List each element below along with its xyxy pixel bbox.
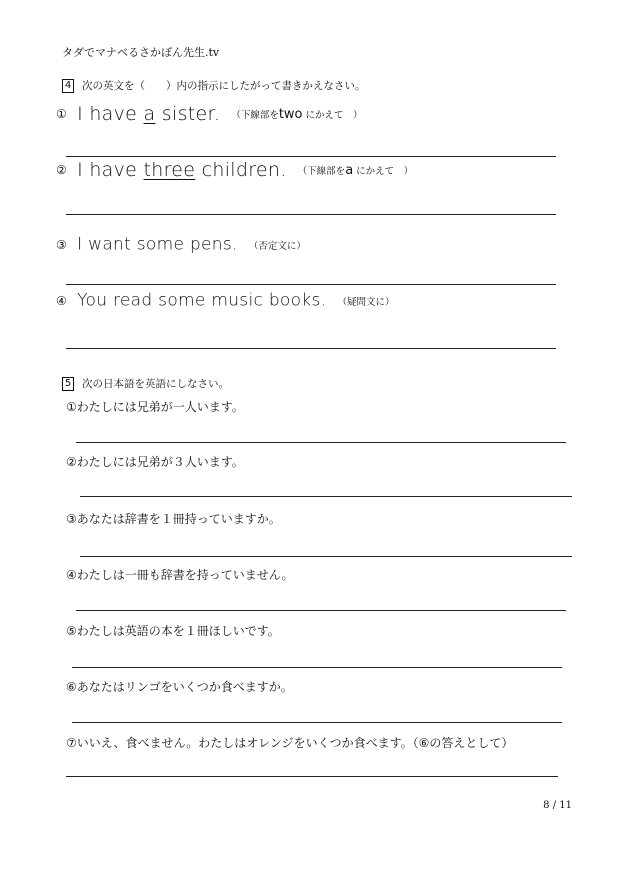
site-title: タダでマナベるさかぼん先生.tv xyxy=(62,46,220,59)
q4-item-4 xyxy=(56,290,394,311)
answer-line-4-4[interactable] xyxy=(66,348,556,349)
q4-item-2-pre: I have xyxy=(77,159,144,181)
answer-line-5-4[interactable] xyxy=(76,610,566,611)
answer-line-4-2[interactable] xyxy=(66,214,556,215)
q4-item-1-number: ① xyxy=(56,107,67,121)
q5-item-1: ①わたしには兄弟が一人います。 xyxy=(66,400,244,414)
q4-item-2-sentence xyxy=(77,159,286,181)
q4-item-1-note xyxy=(231,106,363,122)
page-number: 8 / 11 xyxy=(543,800,572,811)
q4-item-2-note xyxy=(297,162,414,178)
section-4-instruction: 次の英文を（ ）内の指示にしたがって書きかえなさい。 xyxy=(82,80,366,92)
q5-item-6: ⑥あなたはリンゴをいくつか食べますか。 xyxy=(66,680,293,694)
q4-item-4-number: ④ xyxy=(56,293,67,308)
q4-item-1-note-open: （下線部を xyxy=(231,109,279,121)
q5-item-3: ③あなたは辞書を１冊持っていますか。 xyxy=(66,512,281,526)
q4-item-2-note-word: a xyxy=(345,162,354,178)
answer-line-5-1[interactable] xyxy=(76,442,566,443)
q4-item-2 xyxy=(56,159,413,181)
q4-item-1-underlined: a xyxy=(143,103,156,125)
answer-line-5-2[interactable] xyxy=(80,496,572,497)
q4-item-2-underlined: three xyxy=(143,159,196,181)
section-5-heading xyxy=(62,376,229,391)
q4-item-3-number: ③ xyxy=(56,237,67,252)
q4-item-2-note-close: にかえて ） xyxy=(353,165,414,177)
q4-item-2-note-open: （下線部を xyxy=(297,165,346,177)
q4-item-2-number: ② xyxy=(56,163,67,177)
q4-item-4-note: （疑問文に） xyxy=(337,296,395,308)
answer-line-4-3[interactable] xyxy=(66,284,556,285)
section-5-instruction: 次の日本語を英語にしなさい。 xyxy=(82,378,229,390)
q4-item-3-note: （否定文に） xyxy=(248,240,306,252)
q5-item-2: ②わたしには兄弟が３人います。 xyxy=(66,455,244,469)
section-4-number: 4 xyxy=(62,79,74,93)
q4-item-1 xyxy=(56,103,363,125)
q5-item-4: ④わたしは一冊も辞書を持っていません。 xyxy=(66,568,294,582)
answer-line-5-5[interactable] xyxy=(72,667,562,668)
answer-line-4-1[interactable] xyxy=(66,156,556,157)
q4-item-2-post: children. xyxy=(195,159,287,181)
answer-line-5-6[interactable] xyxy=(72,722,562,723)
q4-item-1-pre: I have xyxy=(77,103,144,125)
section-4-heading xyxy=(62,78,366,93)
section-5-number: 5 xyxy=(62,377,74,391)
q5-item-5: ⑤わたしは英語の本を１冊ほしいです。 xyxy=(66,624,280,638)
q5-item-7: ⑦いいえ、食べません。わたしはオレンジをいくつか食べます。（⑥の答えとして） xyxy=(66,736,514,750)
answer-line-5-3[interactable] xyxy=(80,556,572,557)
answer-line-5-7[interactable] xyxy=(66,776,558,777)
q4-item-4-sentence: You read some music books. xyxy=(77,290,327,311)
q4-item-3 xyxy=(56,234,306,255)
q4-item-1-sentence xyxy=(77,103,220,125)
q4-item-1-note-word: two xyxy=(278,106,303,122)
q4-item-1-note-close: にかえて ） xyxy=(302,109,363,121)
q4-item-3-sentence: I want some pens. xyxy=(77,234,238,255)
q4-item-1-post: sister. xyxy=(155,103,221,125)
